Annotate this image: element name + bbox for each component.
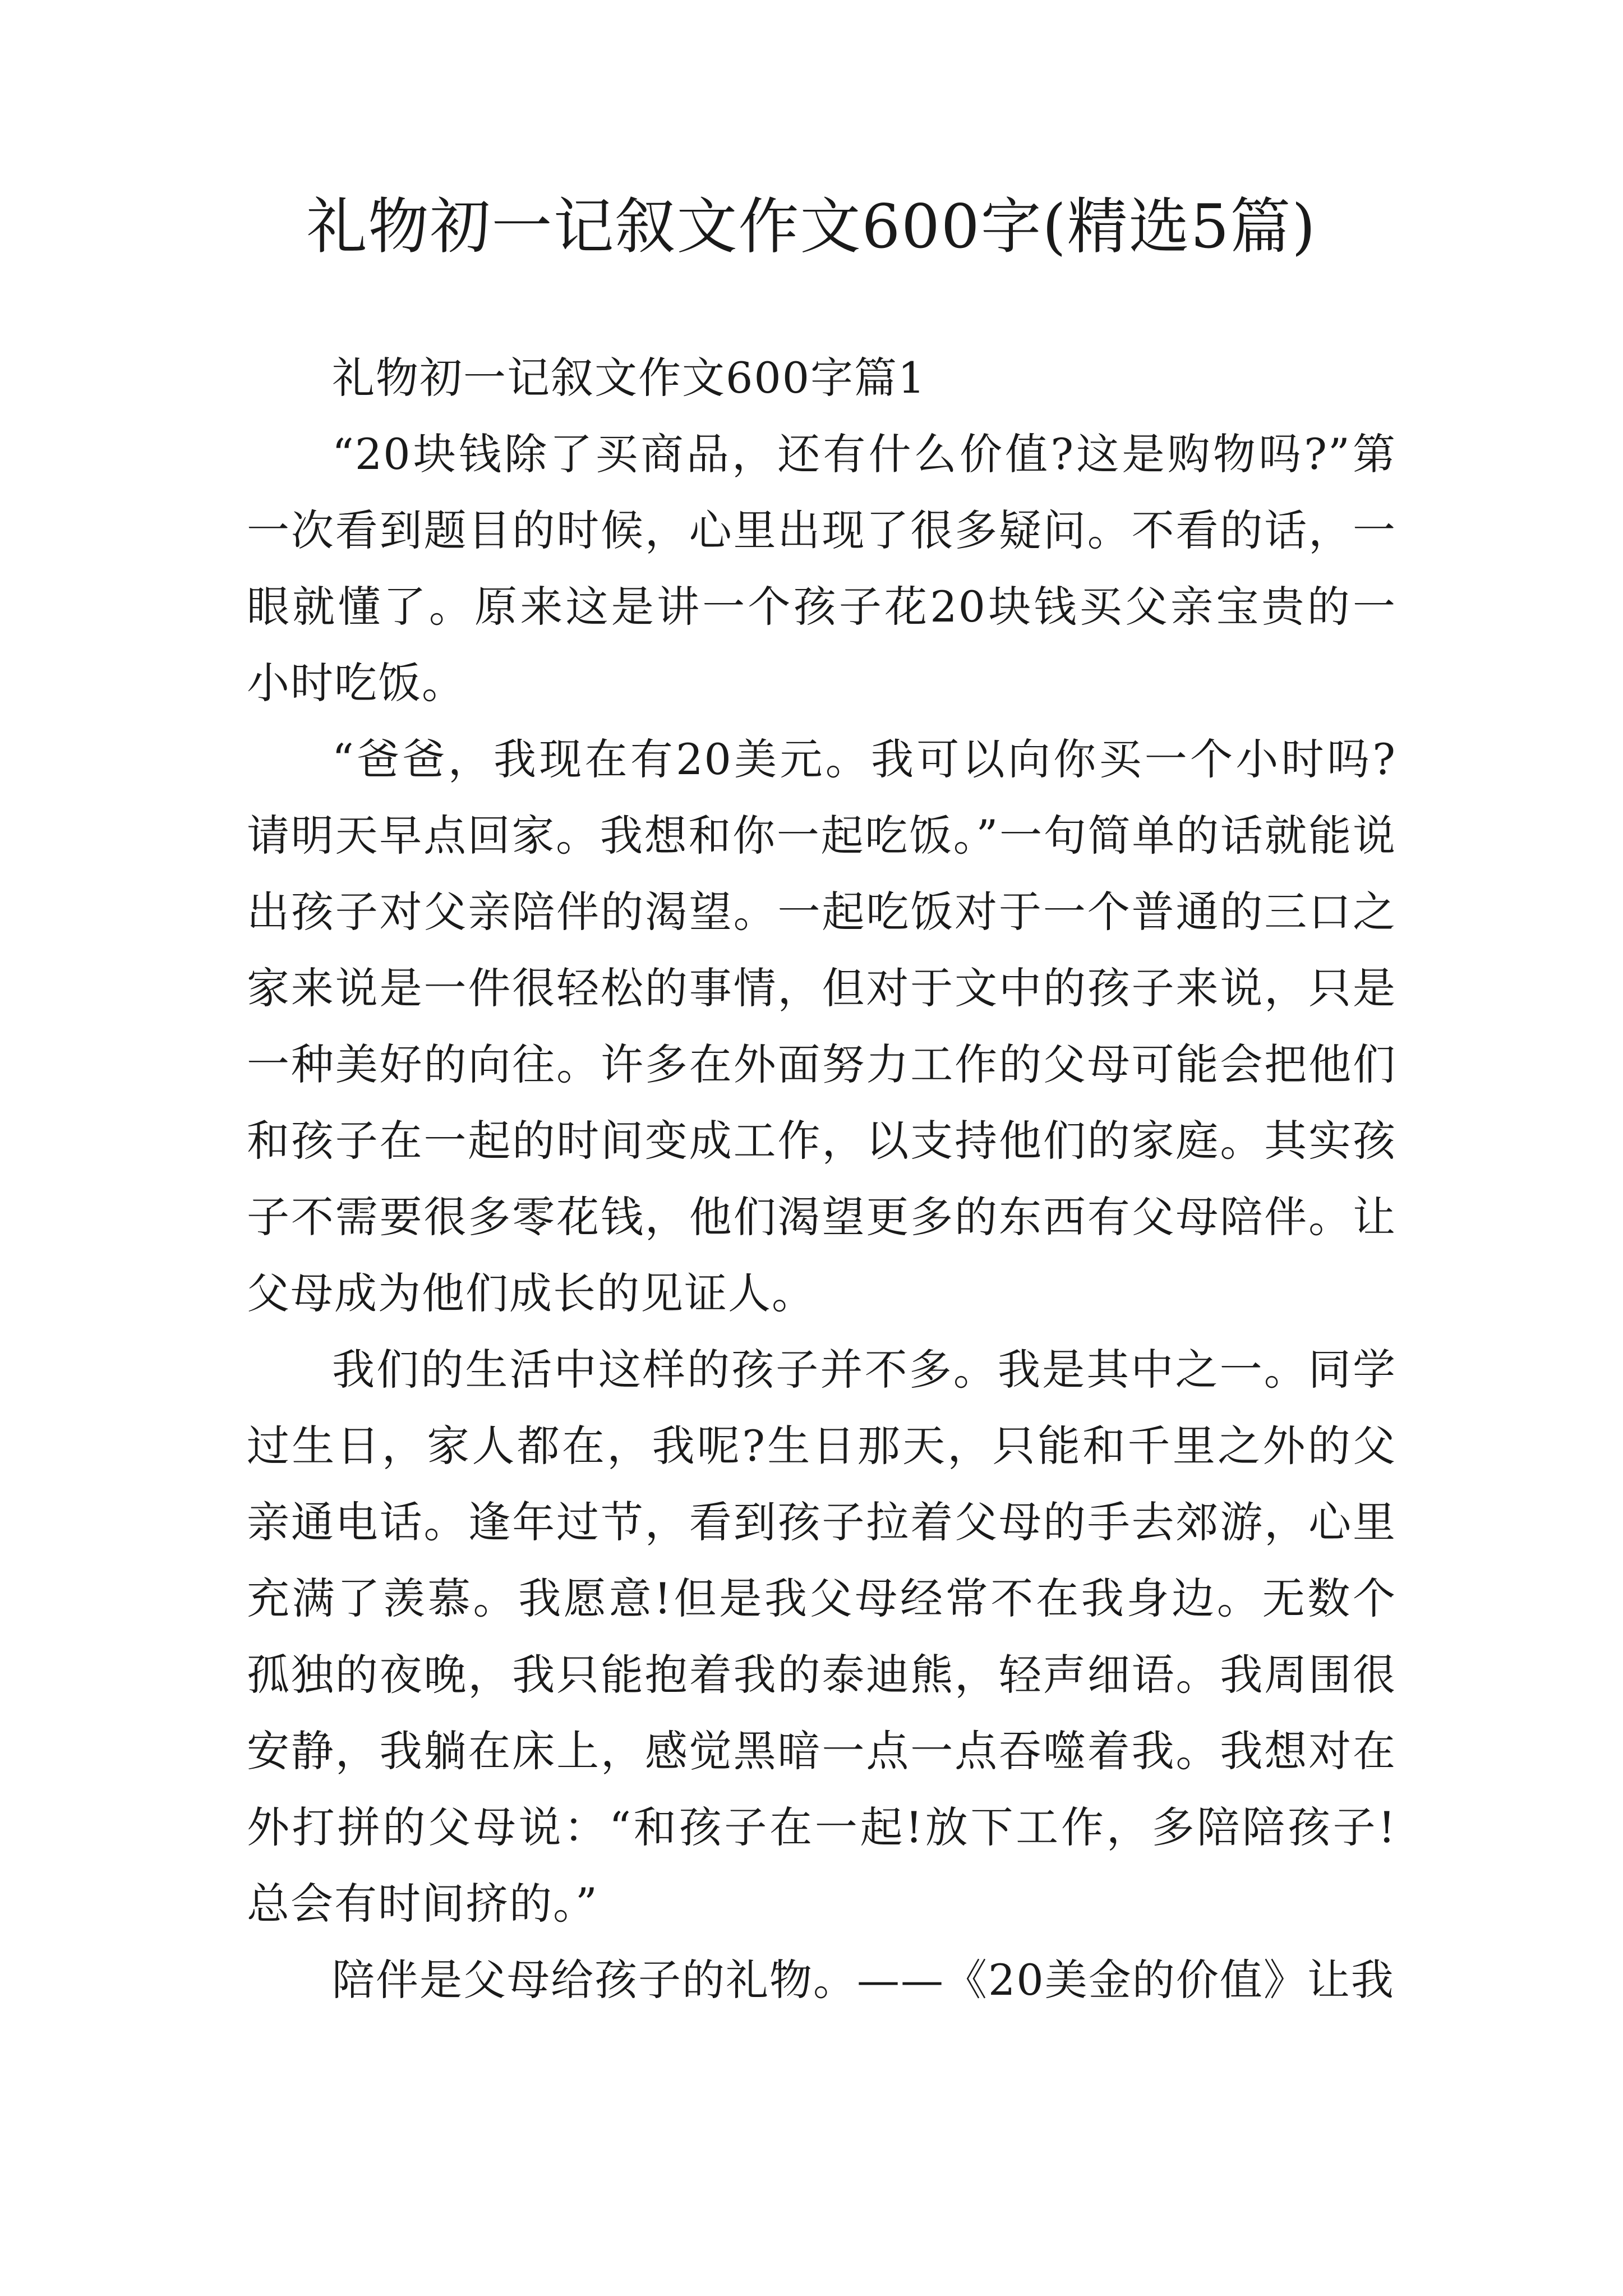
paragraph-1: “20块钱除了买商品，还有什么价值?这是购物吗?”第一次看到题目的时候，心里出现了很多疑问。不看的话，一眼就懂了。原来这是讲一个孩子花20块钱买父亲宝贵的一小时吃饭。 <box>247 429 1396 708</box>
paragraph-4: 陪伴是父母给孩子的礼物。——《20美金的价值》让我 <box>332 1955 1395 2005</box>
document-title: 礼物初一记叙文作文600字(精选5篇) <box>306 192 1317 262</box>
paragraph-3: 我们的生活中这样的孩子并不多。我是其中之一。同学过生日，家人都在，我呢?生日那天，只能和千里之外的父亲通电话。逢年过节，看到孩子拉着父母的手去郊游，心里充满了羡慕。我愿意!但是我父母经常不在我身边。无数个孤独的夜晚，我只能抱着我的泰迪熊，轻声细语。我周围很安静，我躺在床上，感觉黑暗一点一点吞噬着我。我想对在外打拼的父母说：“和孩子在一起!放下工作，多陪陪孩子!总会有时间挤的。” <box>247 1345 1396 1929</box>
section-heading: 礼物初一记叙文作文600字篇1 <box>332 353 926 403</box>
document-body <box>247 340 1396 2018</box>
paragraph-2: “爸爸，我现在有20美元。我可以向你买一个小时吗?请明天早点回家。我想和你一起吃饭。”一句简单的话就能说出孩子对父亲陪伴的渴望。一起吃饭对于一个普通的三口之家来说是一件很轻松的事情，但对于文中的孩子来说，只是一种美好的向往。许多在外面努力工作的父母可能会把他们和孩子在一起的时间变成工作，以支持他们的家庭。其实孩子不需要很多零花钱，他们渴望更多的东西有父母陪伴。让父母成为他们成长的见证人。 <box>247 734 1396 1318</box>
